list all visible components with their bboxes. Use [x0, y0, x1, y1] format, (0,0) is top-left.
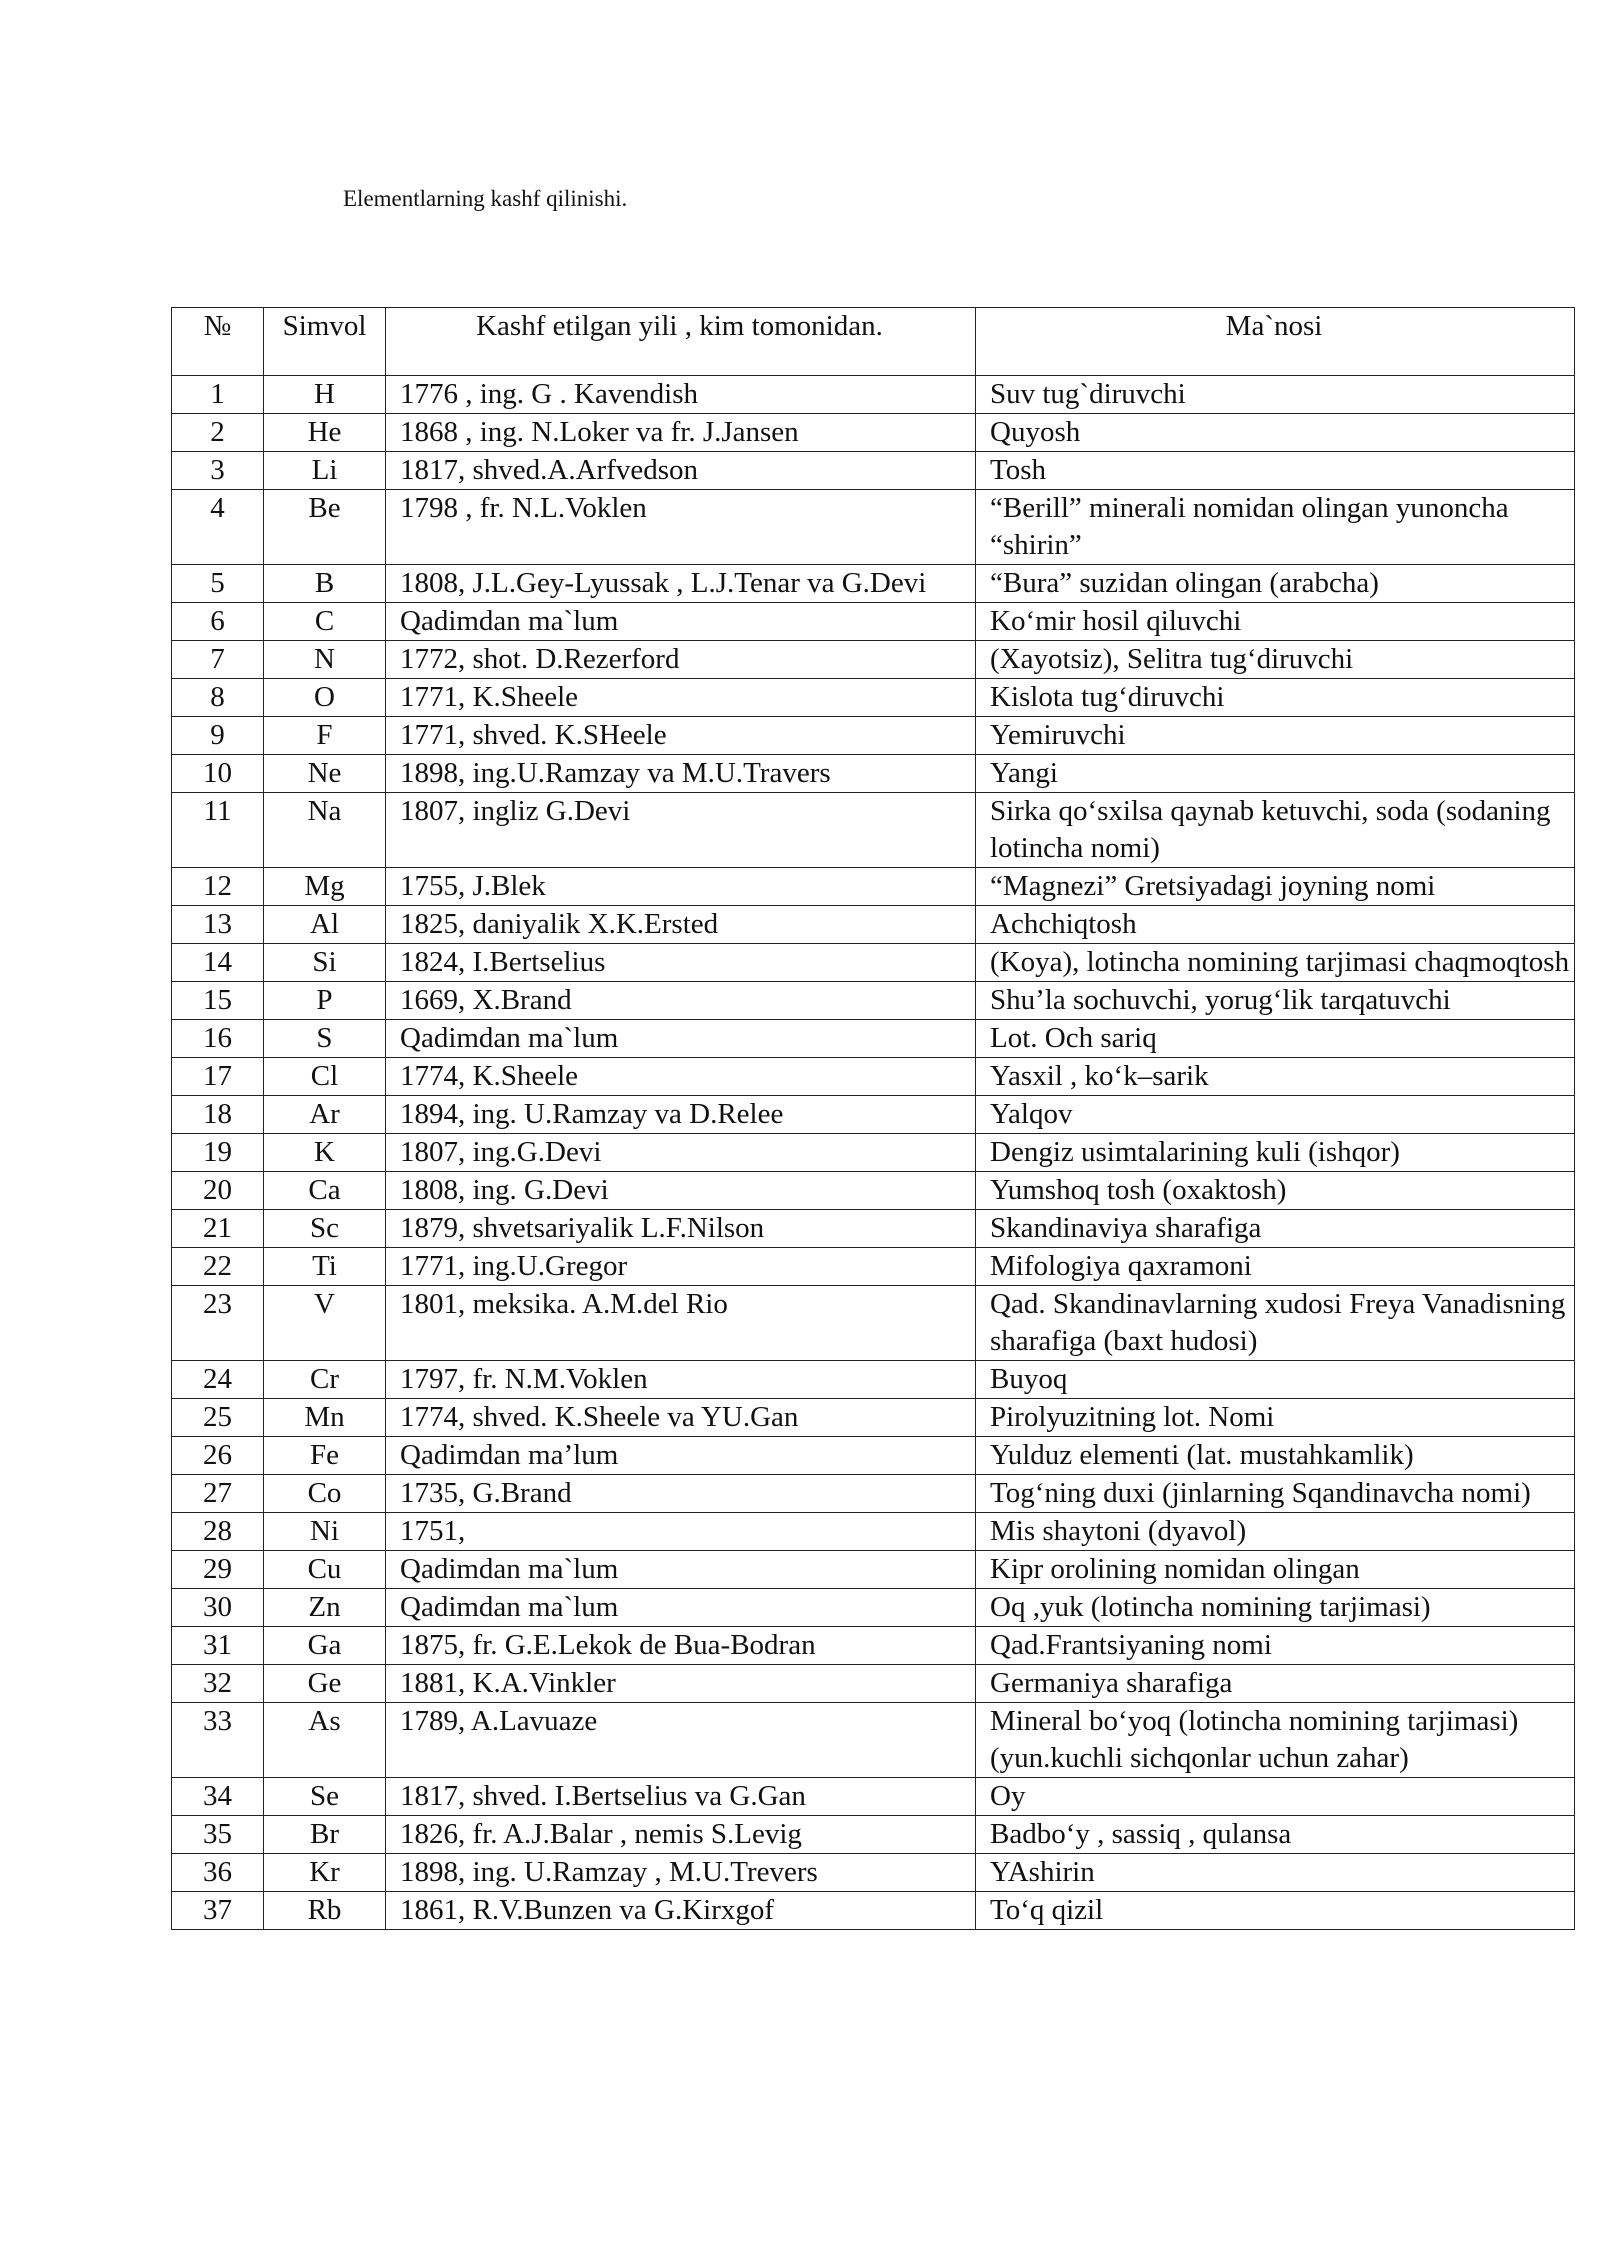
- cell-symbol: N: [264, 641, 386, 679]
- cell-discovery: 1825, daniyalik X.K.Ersted: [386, 906, 976, 944]
- cell-discovery: 1894, ing. U.Ramzay va D.Relee: [386, 1096, 976, 1134]
- header-number: №: [172, 308, 264, 376]
- cell-meaning: Dengiz usimtalarining kuli (ishqor): [976, 1134, 1575, 1172]
- cell-number: 33: [172, 1703, 264, 1778]
- cell-symbol: As: [264, 1703, 386, 1778]
- cell-number: 4: [172, 490, 264, 565]
- cell-discovery: Qadimdan ma`lum: [386, 1589, 976, 1627]
- cell-number: 9: [172, 717, 264, 755]
- table-row: [172, 1248, 1575, 1286]
- cell-symbol: Ar: [264, 1096, 386, 1134]
- cell-number: 29: [172, 1551, 264, 1589]
- table-row: [172, 1437, 1575, 1475]
- cell-symbol: Ge: [264, 1665, 386, 1703]
- cell-discovery: 1861, R.V.Bunzen va G.Kirxgof: [386, 1892, 976, 1930]
- cell-discovery: 1774, K.Sheele: [386, 1058, 976, 1096]
- cell-symbol: Zn: [264, 1589, 386, 1627]
- elements-table: [171, 307, 1575, 1930]
- cell-meaning: Skandinaviya sharafiga: [976, 1210, 1575, 1248]
- cell-number: 36: [172, 1854, 264, 1892]
- table-row: [172, 1513, 1575, 1551]
- cell-number: 5: [172, 565, 264, 603]
- cell-symbol: Cr: [264, 1361, 386, 1399]
- header-meaning: Ma`nosi: [976, 308, 1575, 376]
- cell-discovery: 1774, shved. K.Sheele va YU.Gan: [386, 1399, 976, 1437]
- cell-meaning: Badbo‘y , sassiq , qulansa: [976, 1816, 1575, 1854]
- cell-number: 8: [172, 679, 264, 717]
- table-row: [172, 868, 1575, 906]
- cell-number: 35: [172, 1816, 264, 1854]
- cell-discovery: Qadimdan ma`lum: [386, 1551, 976, 1589]
- cell-discovery: 1735, G.Brand: [386, 1475, 976, 1513]
- cell-symbol: O: [264, 679, 386, 717]
- cell-number: 22: [172, 1248, 264, 1286]
- cell-discovery: 1751,: [386, 1513, 976, 1551]
- cell-number: 13: [172, 906, 264, 944]
- cell-meaning: (Xayotsiz), Selitra tug‘diruvchi: [976, 641, 1575, 679]
- table-row: [172, 1892, 1575, 1930]
- cell-number: 15: [172, 982, 264, 1020]
- table-body: [172, 376, 1575, 1930]
- cell-discovery: 1771, shved. K.SHeele: [386, 717, 976, 755]
- cell-meaning: Ko‘mir hosil qiluvchi: [976, 603, 1575, 641]
- table-row: [172, 1134, 1575, 1172]
- cell-number: 16: [172, 1020, 264, 1058]
- cell-discovery: 1772, shot. D.Rezerford: [386, 641, 976, 679]
- cell-meaning: Qad. Skandinavlarning xudosi Freya Vanadisning sharafiga (baxt hudosi): [976, 1286, 1575, 1361]
- cell-discovery: 1789, A.Lavuaze: [386, 1703, 976, 1778]
- cell-meaning: To‘q qizil: [976, 1892, 1575, 1930]
- table-row: [172, 565, 1575, 603]
- cell-symbol: Cu: [264, 1551, 386, 1589]
- cell-symbol: Ni: [264, 1513, 386, 1551]
- table-row: [172, 906, 1575, 944]
- cell-number: 20: [172, 1172, 264, 1210]
- cell-symbol: Sc: [264, 1210, 386, 1248]
- cell-number: 18: [172, 1096, 264, 1134]
- table-row: [172, 1551, 1575, 1589]
- cell-meaning: Tog‘ning duxi (jinlarning Sqandinavcha nomi): [976, 1475, 1575, 1513]
- cell-symbol: Ne: [264, 755, 386, 793]
- table-row: [172, 793, 1575, 868]
- cell-discovery: Qadimdan ma’lum: [386, 1437, 976, 1475]
- table-row: [172, 414, 1575, 452]
- cell-meaning: Suv tug`diruvchi: [976, 376, 1575, 414]
- table-row: [172, 1361, 1575, 1399]
- cell-discovery: 1807, ing.G.Devi: [386, 1134, 976, 1172]
- table-row: [172, 376, 1575, 414]
- cell-meaning: YAshirin: [976, 1854, 1575, 1892]
- cell-number: 23: [172, 1286, 264, 1361]
- cell-discovery: 1808, ing. G.Devi: [386, 1172, 976, 1210]
- cell-number: 19: [172, 1134, 264, 1172]
- cell-symbol: He: [264, 414, 386, 452]
- cell-symbol: K: [264, 1134, 386, 1172]
- table-row: [172, 679, 1575, 717]
- cell-meaning: Qad.Frantsiyaning nomi: [976, 1627, 1575, 1665]
- cell-meaning: Yasxil , ko‘k–sarik: [976, 1058, 1575, 1096]
- cell-discovery: 1776 , ing. G . Kavendish: [386, 376, 976, 414]
- cell-meaning: Oq ,yuk (lotincha nomining tarjimasi): [976, 1589, 1575, 1627]
- cell-number: 30: [172, 1589, 264, 1627]
- cell-discovery: Qadimdan ma`lum: [386, 1020, 976, 1058]
- table-row: [172, 982, 1575, 1020]
- table-row: [172, 717, 1575, 755]
- cell-symbol: Si: [264, 944, 386, 982]
- cell-discovery: 1755, J.Blek: [386, 868, 976, 906]
- table-row: [172, 1286, 1575, 1361]
- cell-meaning: Yangi: [976, 755, 1575, 793]
- cell-symbol: V: [264, 1286, 386, 1361]
- cell-meaning: Tosh: [976, 452, 1575, 490]
- cell-meaning: Buyoq: [976, 1361, 1575, 1399]
- cell-discovery: 1808, J.L.Gey-Lyussak , L.J.Tenar va G.Devi: [386, 565, 976, 603]
- cell-meaning: Mis shaytoni (dyavol): [976, 1513, 1575, 1551]
- table-header-row: [172, 308, 1575, 376]
- table-row: [172, 641, 1575, 679]
- cell-meaning: Yemiruvchi: [976, 717, 1575, 755]
- table-row: [172, 1778, 1575, 1816]
- cell-meaning: Sirka qo‘sxilsa qaynab ketuvchi, soda (sodaning lotincha nomi): [976, 793, 1575, 868]
- cell-discovery: 1807, ingliz G.Devi: [386, 793, 976, 868]
- cell-number: 27: [172, 1475, 264, 1513]
- table-row: [172, 1816, 1575, 1854]
- cell-symbol: Ga: [264, 1627, 386, 1665]
- table-row: [172, 1020, 1575, 1058]
- cell-meaning: Yumshoq tosh (oxaktosh): [976, 1172, 1575, 1210]
- cell-symbol: Cl: [264, 1058, 386, 1096]
- table-row: [172, 603, 1575, 641]
- cell-symbol: Na: [264, 793, 386, 868]
- cell-number: 7: [172, 641, 264, 679]
- cell-symbol: Fe: [264, 1437, 386, 1475]
- table-row: [172, 1096, 1575, 1134]
- cell-symbol: Rb: [264, 1892, 386, 1930]
- table-row: [172, 1399, 1575, 1437]
- cell-number: 11: [172, 793, 264, 868]
- table-row: [172, 1210, 1575, 1248]
- cell-number: 37: [172, 1892, 264, 1930]
- cell-discovery: 1801, meksika. A.M.del Rio: [386, 1286, 976, 1361]
- cell-symbol: Se: [264, 1778, 386, 1816]
- cell-number: 24: [172, 1361, 264, 1399]
- cell-meaning: (Koya), lotincha nomining tarjimasi chaqmoqtosh: [976, 944, 1575, 982]
- cell-number: 10: [172, 755, 264, 793]
- cell-number: 26: [172, 1437, 264, 1475]
- table-row: [172, 944, 1575, 982]
- cell-symbol: Kr: [264, 1854, 386, 1892]
- cell-number: 32: [172, 1665, 264, 1703]
- cell-meaning: Germaniya sharafiga: [976, 1665, 1575, 1703]
- cell-meaning: Achchiqtosh: [976, 906, 1575, 944]
- cell-number: 1: [172, 376, 264, 414]
- table-row: [172, 452, 1575, 490]
- cell-number: 25: [172, 1399, 264, 1437]
- cell-meaning: Quyosh: [976, 414, 1575, 452]
- cell-meaning: Lot. Och sariq: [976, 1020, 1575, 1058]
- cell-meaning: “Bura” suzidan olingan (arabcha): [976, 565, 1575, 603]
- header-discovery: Kashf etilgan yili , kim tomonidan.: [386, 308, 976, 376]
- cell-meaning: Pirolyuzitning lot. Nomi: [976, 1399, 1575, 1437]
- cell-discovery: 1824, I.Bertselius: [386, 944, 976, 982]
- cell-number: 21: [172, 1210, 264, 1248]
- cell-discovery: 1771, K.Sheele: [386, 679, 976, 717]
- cell-discovery: 1817, shved.A.Arfvedson: [386, 452, 976, 490]
- cell-symbol: B: [264, 565, 386, 603]
- table-row: [172, 490, 1575, 565]
- cell-discovery: 1881, K.A.Vinkler: [386, 1665, 976, 1703]
- cell-symbol: H: [264, 376, 386, 414]
- cell-number: 12: [172, 868, 264, 906]
- page-title: Elementlarning kashf qilinishi.: [343, 186, 628, 211]
- cell-discovery: Qadimdan ma`lum: [386, 603, 976, 641]
- table-row: [172, 1703, 1575, 1778]
- cell-meaning: Mifologiya qaxramoni: [976, 1248, 1575, 1286]
- table-row: [172, 1475, 1575, 1513]
- cell-discovery: 1798 , fr. N.L.Voklen: [386, 490, 976, 565]
- cell-meaning: Oy: [976, 1778, 1575, 1816]
- cell-discovery: 1875, fr. G.E.Lekok de Bua-Bodran: [386, 1627, 976, 1665]
- cell-meaning: Kislota tug‘diruvchi: [976, 679, 1575, 717]
- cell-number: 14: [172, 944, 264, 982]
- cell-number: 31: [172, 1627, 264, 1665]
- cell-meaning: Kipr orolining nomidan olingan: [976, 1551, 1575, 1589]
- cell-symbol: C: [264, 603, 386, 641]
- cell-symbol: Li: [264, 452, 386, 490]
- cell-discovery: 1817, shved. I.Bertselius va G.Gan: [386, 1778, 976, 1816]
- table-row: [172, 1172, 1575, 1210]
- cell-number: 2: [172, 414, 264, 452]
- cell-meaning: “Berill” minerali nomidan olingan yunoncha “shirin”: [976, 490, 1575, 565]
- cell-discovery: 1868 , ing. N.Loker va fr. J.Jansen: [386, 414, 976, 452]
- cell-number: 3: [172, 452, 264, 490]
- header-symbol: Simvol: [264, 308, 386, 376]
- cell-symbol: F: [264, 717, 386, 755]
- table-row: [172, 1589, 1575, 1627]
- cell-symbol: Al: [264, 906, 386, 944]
- cell-number: 17: [172, 1058, 264, 1096]
- cell-symbol: Ti: [264, 1248, 386, 1286]
- cell-symbol: Ca: [264, 1172, 386, 1210]
- cell-discovery: 1898, ing. U.Ramzay , M.U.Trevers: [386, 1854, 976, 1892]
- cell-symbol: Mg: [264, 868, 386, 906]
- cell-symbol: P: [264, 982, 386, 1020]
- cell-meaning: Shu’la sochuvchi, yorug‘lik tarqatuvchi: [976, 982, 1575, 1020]
- cell-meaning: “Magnezi” Gretsiyadagi joyning nomi: [976, 868, 1575, 906]
- table-row: [172, 755, 1575, 793]
- cell-discovery: 1879, shvetsariyalik L.F.Nilson: [386, 1210, 976, 1248]
- cell-number: 28: [172, 1513, 264, 1551]
- cell-discovery: 1898, ing.U.Ramzay va M.U.Travers: [386, 755, 976, 793]
- cell-discovery: 1669, X.Brand: [386, 982, 976, 1020]
- cell-symbol: Br: [264, 1816, 386, 1854]
- cell-number: 34: [172, 1778, 264, 1816]
- cell-number: 6: [172, 603, 264, 641]
- cell-meaning: Yulduz elementi (lat. mustahkamlik): [976, 1437, 1575, 1475]
- table-row: [172, 1665, 1575, 1703]
- cell-discovery: 1797, fr. N.M.Voklen: [386, 1361, 976, 1399]
- cell-discovery: 1771, ing.U.Gregor: [386, 1248, 976, 1286]
- cell-symbol: Be: [264, 490, 386, 565]
- table-row: [172, 1058, 1575, 1096]
- cell-discovery: 1826, fr. A.J.Balar , nemis S.Levig: [386, 1816, 976, 1854]
- cell-symbol: S: [264, 1020, 386, 1058]
- cell-meaning: Mineral bo‘yoq (lotincha nomining tarjimasi)(yun.kuchli sichqonlar uchun zahar): [976, 1703, 1575, 1778]
- cell-meaning: Yalqov: [976, 1096, 1575, 1134]
- table-row: [172, 1854, 1575, 1892]
- cell-symbol: Co: [264, 1475, 386, 1513]
- table-row: [172, 1627, 1575, 1665]
- cell-symbol: Mn: [264, 1399, 386, 1437]
